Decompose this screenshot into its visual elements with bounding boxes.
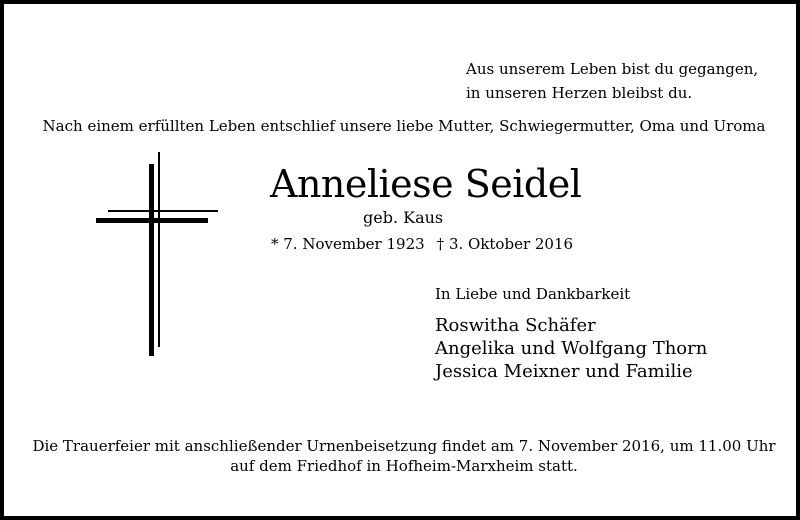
cross-vertical-main xyxy=(149,164,154,356)
mourner-name: Jessica Meixner und Familie xyxy=(435,361,693,382)
intro-text: Nach einem erfüllten Leben entschlief unsere liebe Mutter, Schwiegermutter, Oma und Uroma xyxy=(42,117,766,135)
closing-phrase: In Liebe und Dankbarkeit xyxy=(435,285,631,303)
motto-verse xyxy=(466,57,766,105)
ceremony-line-1: Die Trauerfeier mit anschließender Urnenbeisetzung findet am 7. November 2016, um 11.00 Uhr xyxy=(32,437,776,455)
death-date: † 3. Oktober 2016 xyxy=(436,235,574,253)
life-dates xyxy=(271,234,573,254)
deceased-name: Anneliese Seidel xyxy=(270,162,582,206)
mourners-list xyxy=(435,314,707,383)
cross-vertical-thin xyxy=(158,152,160,347)
mourner-name: Roswitha Schäfer xyxy=(435,315,596,336)
ceremony-line-2: auf dem Friedhof in Hofheim-Marxheim statt. xyxy=(230,457,578,475)
motto-line-2: in unseren Herzen bleibst du. xyxy=(466,84,693,102)
maiden-name: geb. Kaus xyxy=(363,208,444,227)
mourner-name: Angelika und Wolfgang Thorn xyxy=(435,338,708,359)
cross-horizontal-main xyxy=(96,218,208,223)
ceremony-info xyxy=(4,436,800,476)
motto-line-1: Aus unserem Leben bist du gegangen, xyxy=(466,60,759,78)
cross-horizontal-thin xyxy=(108,210,218,212)
birth-date: * 7. November 1923 xyxy=(271,235,425,253)
